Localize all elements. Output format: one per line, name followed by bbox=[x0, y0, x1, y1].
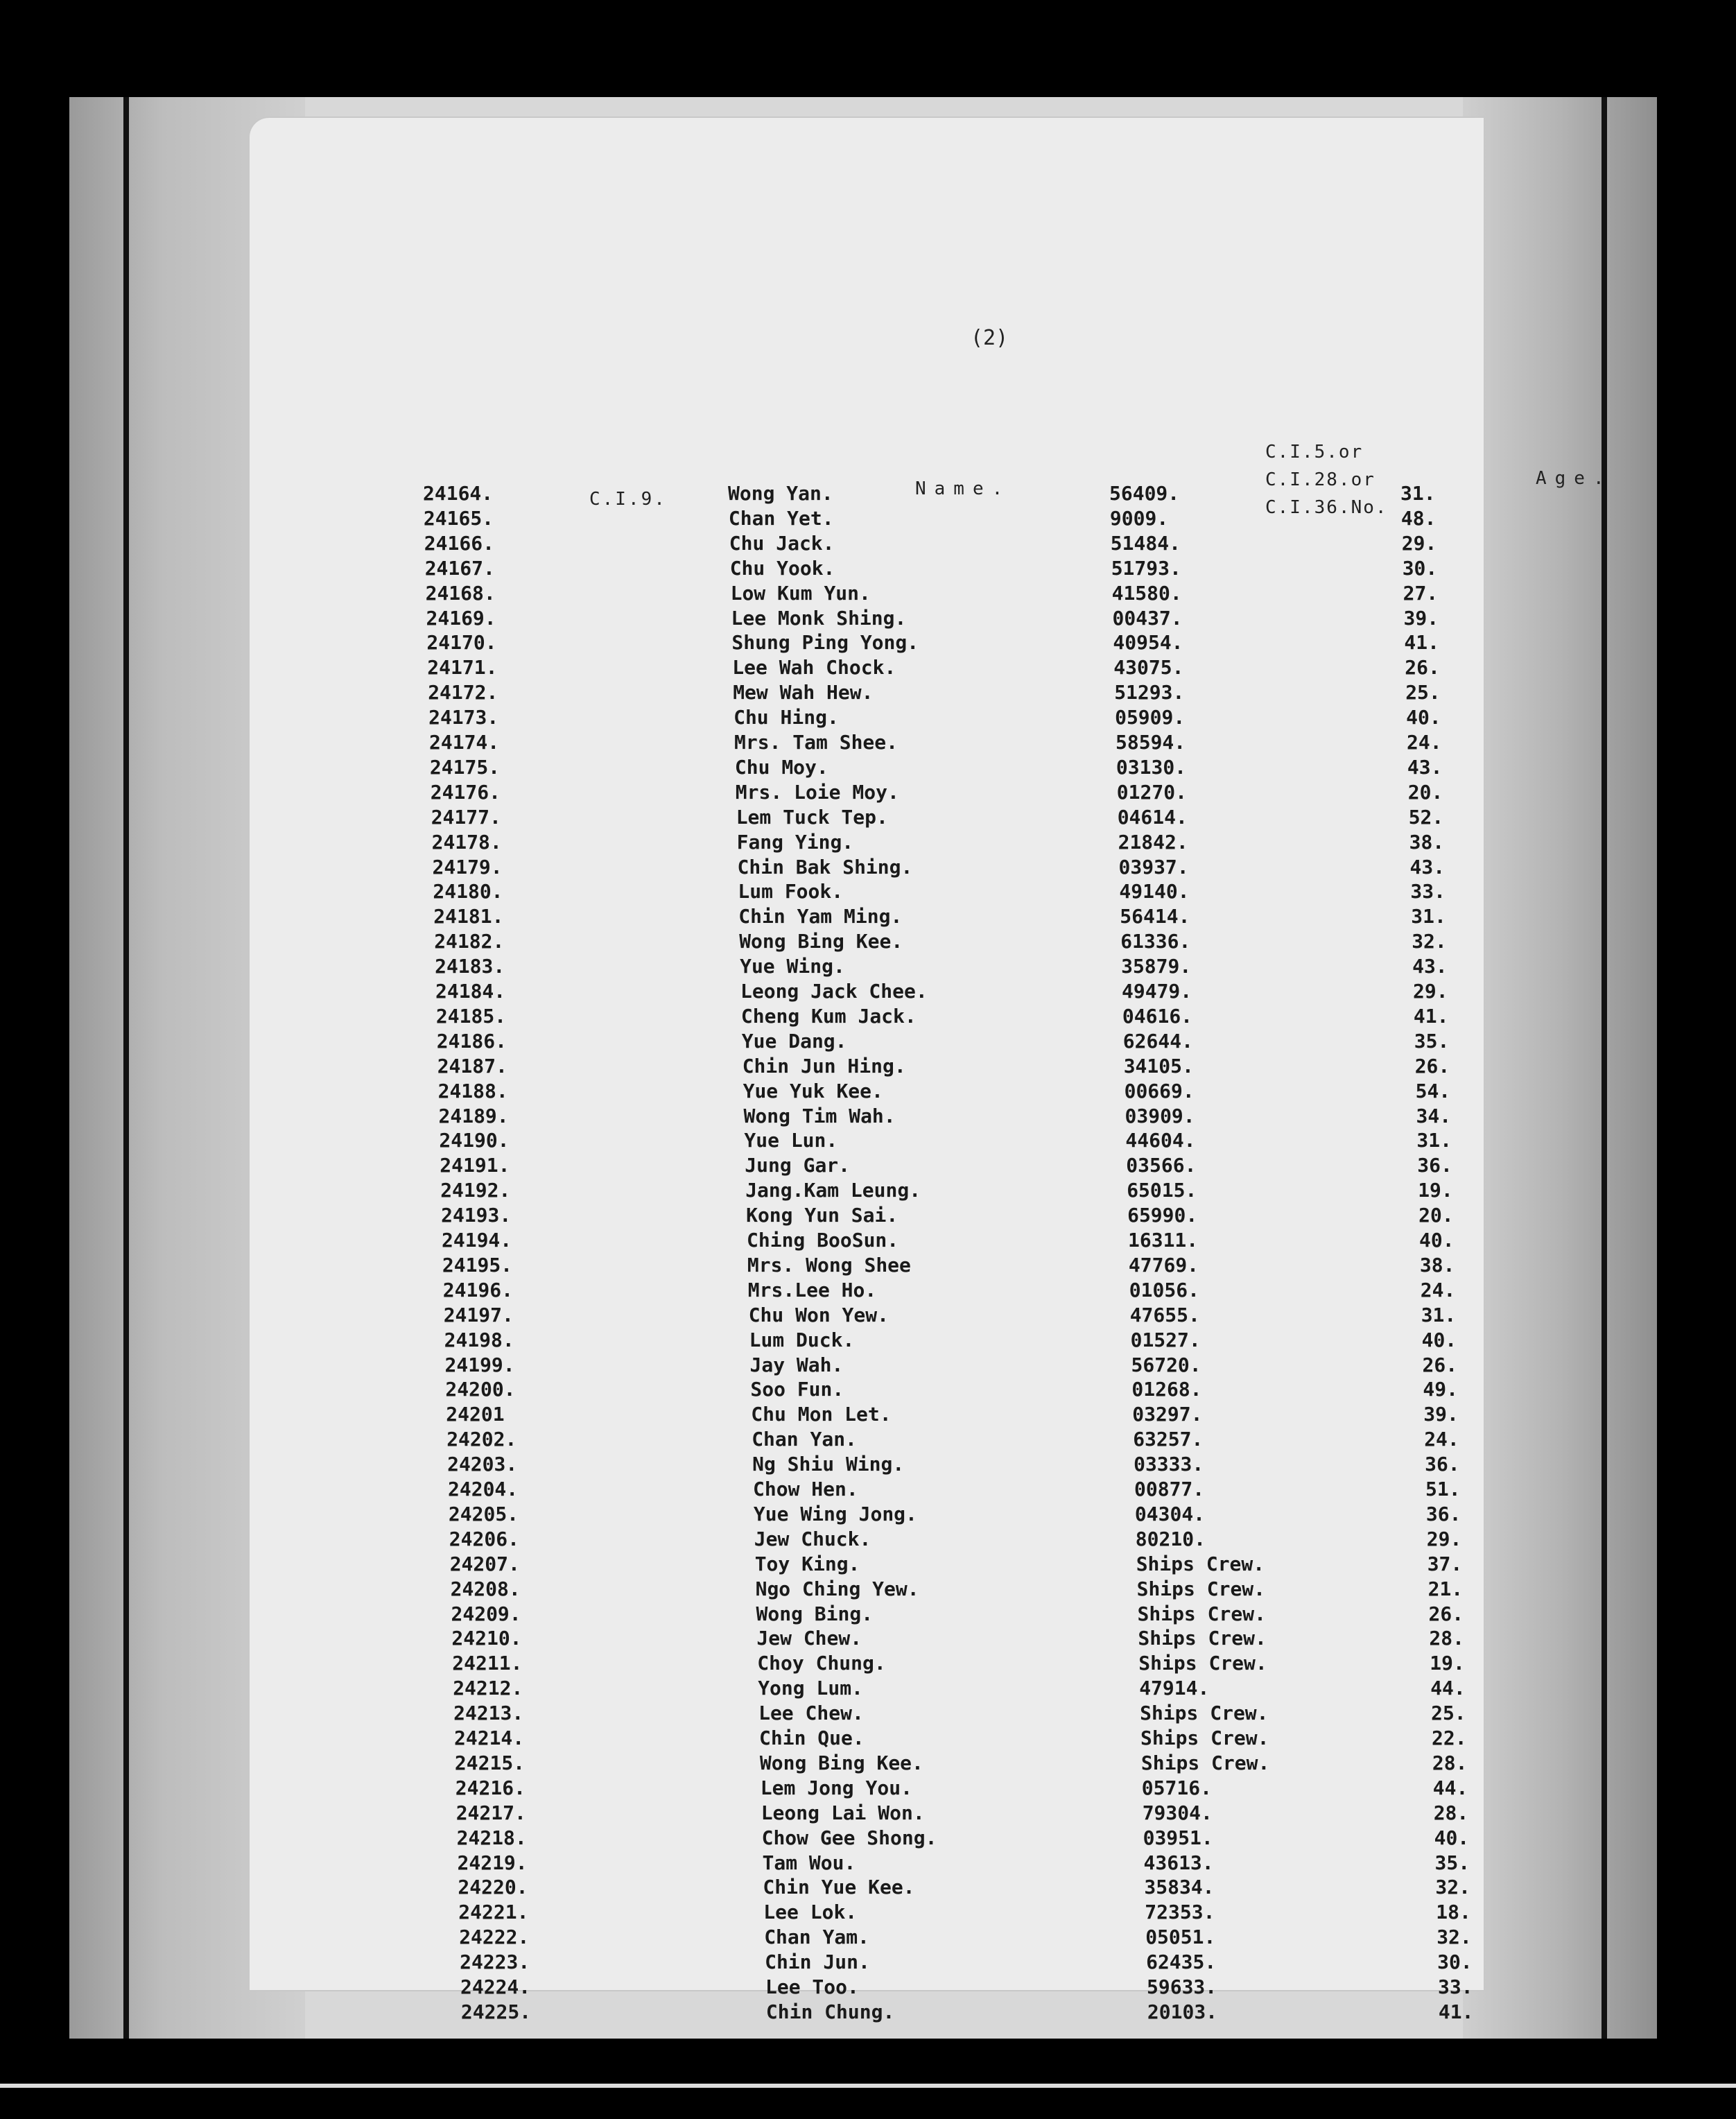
ci-number-cell: 03333. bbox=[1134, 1453, 1204, 1476]
cl9-cell: 24183. bbox=[435, 955, 505, 978]
ci-number-cell: 61336. bbox=[1120, 930, 1191, 953]
name-cell: Choy Chung. bbox=[757, 1652, 886, 1675]
cl9-cell: 24222. bbox=[459, 1926, 530, 1949]
name-cell: Chu Won Yew. bbox=[748, 1303, 889, 1326]
name-cell: Lem Tuck Tep. bbox=[736, 805, 888, 829]
name-cell: Jew Chuck. bbox=[754, 1527, 871, 1550]
cl9-cell: 24214. bbox=[454, 1727, 525, 1749]
name-cell: Toy King. bbox=[754, 1552, 860, 1575]
cl9-cell: 24211. bbox=[452, 1652, 523, 1675]
ci-number-cell: 03566. bbox=[1126, 1154, 1197, 1177]
ci-number-cell: 20103. bbox=[1147, 2000, 1218, 2023]
name-cell: Chin Yam Ming. bbox=[738, 905, 903, 928]
age-cell: 33. bbox=[1410, 880, 1446, 903]
age-cell: 40. bbox=[1406, 706, 1441, 729]
ci-number-cell: Ships Crew. bbox=[1138, 1627, 1267, 1650]
header-ci-line3: C.I.36.No. bbox=[1265, 497, 1388, 518]
name-cell: Chu Moy. bbox=[734, 755, 828, 779]
ci-number-cell: 47655. bbox=[1129, 1303, 1200, 1326]
binder-line-right bbox=[1602, 97, 1607, 2039]
age-cell: 36. bbox=[1425, 1502, 1461, 1525]
cl9-cell: 24203. bbox=[447, 1453, 518, 1476]
ci-number-cell: 00669. bbox=[1124, 1079, 1195, 1102]
cl9-cell: 24167. bbox=[424, 556, 495, 580]
name-cell: Jew Chew. bbox=[756, 1627, 862, 1650]
name-cell: Yue Dang. bbox=[741, 1029, 847, 1053]
ci-number-cell: 03909. bbox=[1125, 1104, 1195, 1127]
name-cell: Wong Bing. bbox=[756, 1602, 874, 1625]
cl9-cell: 24215. bbox=[454, 1751, 526, 1774]
age-cell: 40. bbox=[1434, 1826, 1470, 1849]
name-cell: Wong Bing Kee. bbox=[759, 1751, 923, 1774]
name-cell: Chu Mon Let. bbox=[751, 1403, 892, 1426]
ci-number-cell: 49140. bbox=[1119, 880, 1190, 903]
ci-number-cell: 01268. bbox=[1131, 1378, 1202, 1401]
ci-number-cell: 03297. bbox=[1132, 1403, 1203, 1426]
ci-number-cell: Ships Crew. bbox=[1140, 1727, 1269, 1749]
age-cell: 20. bbox=[1418, 1204, 1454, 1227]
name-cell: Wong Yan. bbox=[728, 482, 833, 505]
ci-number-cell: 34105. bbox=[1123, 1054, 1194, 1078]
cl9-cell: 24205. bbox=[448, 1502, 519, 1525]
header-ci-number bbox=[1265, 438, 1388, 521]
cl9-cell: 24217. bbox=[455, 1801, 526, 1824]
ci-number-cell: 00877. bbox=[1134, 1478, 1205, 1500]
ci-number-cell: Ships Crew. bbox=[1137, 1602, 1266, 1625]
age-cell: 31. bbox=[1411, 905, 1446, 928]
cl9-cell: 24180. bbox=[433, 880, 503, 903]
cl9-cell: 24179. bbox=[432, 855, 503, 879]
ci-number-cell: 58594. bbox=[1116, 731, 1186, 754]
ci-number-cell: 62435. bbox=[1146, 1951, 1217, 1974]
cl9-cell: 24197. bbox=[443, 1303, 514, 1326]
name-cell: Ching BooSun. bbox=[747, 1229, 899, 1252]
ci-number-cell: 41580. bbox=[1111, 581, 1182, 605]
binder-line-left bbox=[123, 97, 129, 2039]
age-cell: 32. bbox=[1436, 1926, 1472, 1949]
ci-number-cell: 21842. bbox=[1118, 830, 1188, 854]
name-cell: Chin Bak Shing. bbox=[737, 855, 913, 879]
cl9-cell: 24188. bbox=[437, 1079, 508, 1102]
name-cell: Lee Monk Shing. bbox=[731, 606, 907, 630]
name-cell: Lum Duck. bbox=[749, 1328, 855, 1351]
age-cell: 26. bbox=[1428, 1602, 1464, 1625]
age-cell: 41. bbox=[1438, 2000, 1474, 2023]
name-cell: Chan Yet. bbox=[728, 506, 834, 530]
name-cell: Jay Wah. bbox=[749, 1353, 844, 1376]
cl9-cell: 24220. bbox=[458, 1876, 528, 1899]
cl9-cell: 24199. bbox=[444, 1353, 515, 1376]
ci-number-cell: 03937. bbox=[1118, 855, 1189, 879]
ci-number-cell: 79304. bbox=[1142, 1801, 1213, 1824]
cl9-cell: 24171. bbox=[427, 656, 498, 680]
cl9-cell: 24200. bbox=[445, 1378, 516, 1401]
ci-number-cell: 00437. bbox=[1112, 606, 1183, 630]
cl9-cell: 24218. bbox=[456, 1826, 527, 1849]
name-cell: Chan Yan. bbox=[752, 1428, 857, 1451]
name-cell: Lee Chew. bbox=[758, 1702, 864, 1725]
cl9-cell: 24224. bbox=[460, 1975, 531, 1998]
name-cell: Cheng Kum Jack. bbox=[740, 1004, 917, 1028]
ci-number-cell: 40954. bbox=[1113, 631, 1183, 655]
name-cell: Tam Wou. bbox=[762, 1851, 856, 1874]
age-cell: 29. bbox=[1413, 980, 1448, 1003]
age-cell: 52. bbox=[1408, 805, 1444, 829]
ci-number-cell: 01056. bbox=[1129, 1278, 1199, 1301]
name-cell: Lem Jong You. bbox=[760, 1776, 912, 1799]
age-cell: 18. bbox=[1436, 1901, 1471, 1924]
age-cell: 41. bbox=[1404, 631, 1439, 655]
cl9-cell: 24173. bbox=[428, 706, 499, 729]
cl9-cell: 24181. bbox=[433, 905, 504, 928]
cl9-cell: 24213. bbox=[453, 1702, 524, 1725]
ci-number-cell: 16311. bbox=[1128, 1229, 1199, 1252]
name-cell: Yong Lum. bbox=[758, 1677, 863, 1700]
name-cell: Chow Gee Shong. bbox=[761, 1826, 937, 1849]
ci-number-cell: 03130. bbox=[1116, 755, 1187, 779]
cl9-cell: 24216. bbox=[455, 1776, 526, 1799]
name-cell: Chin Chung. bbox=[765, 2000, 895, 2023]
age-cell: 44. bbox=[1430, 1677, 1466, 1700]
cl9-cell: 24209. bbox=[451, 1602, 521, 1625]
cl9-cell: 24204. bbox=[448, 1478, 519, 1500]
cl9-cell: 24201 bbox=[446, 1403, 505, 1426]
cl9-cell: 24195. bbox=[442, 1253, 513, 1277]
name-cell: Soo Fun. bbox=[750, 1378, 844, 1401]
header-ci-line1: C.I.5.or bbox=[1265, 442, 1364, 462]
name-cell: Chu Yook. bbox=[729, 556, 835, 580]
ci-number-cell: 49479. bbox=[1122, 980, 1192, 1003]
name-cell: Chow Hen. bbox=[753, 1478, 858, 1500]
age-cell: 43. bbox=[1409, 855, 1446, 879]
age-cell: 44. bbox=[1432, 1776, 1468, 1799]
cl9-cell: 24184. bbox=[435, 980, 506, 1003]
ci-number-cell: 43613. bbox=[1143, 1851, 1214, 1874]
age-cell: 38. bbox=[1419, 1253, 1455, 1277]
cl9-cell: 24221. bbox=[458, 1901, 529, 1924]
age-cell: 38. bbox=[1409, 830, 1445, 854]
age-cell: 28. bbox=[1429, 1627, 1464, 1650]
cl9-cell: 24196. bbox=[442, 1278, 513, 1301]
age-cell: 24. bbox=[1424, 1428, 1459, 1451]
ci-number-cell: 59633. bbox=[1147, 1975, 1217, 1998]
header-ci-line2: C.I.28.or bbox=[1265, 469, 1375, 490]
ci-number-cell: Ships Crew. bbox=[1136, 1577, 1266, 1600]
age-cell: 48. bbox=[1400, 506, 1436, 530]
ci-number-cell: 56409. bbox=[1109, 482, 1180, 505]
age-cell: 19. bbox=[1418, 1179, 1453, 1202]
ci-number-cell: Ships Crew. bbox=[1136, 1552, 1265, 1575]
cl9-cell: 24170. bbox=[426, 631, 497, 655]
cl9-cell: 24166. bbox=[424, 531, 494, 555]
name-cell: Jung Gar. bbox=[745, 1154, 851, 1177]
age-cell: 31. bbox=[1421, 1303, 1457, 1326]
ci-number-cell: 63257. bbox=[1133, 1428, 1204, 1451]
cl9-cell: 24207. bbox=[449, 1552, 520, 1575]
age-cell: 21. bbox=[1427, 1577, 1464, 1600]
age-cell: 25. bbox=[1405, 681, 1441, 704]
age-cell: 29. bbox=[1401, 531, 1437, 555]
name-cell: Wong Bing Kee. bbox=[739, 930, 903, 953]
cl9-cell: 24223. bbox=[460, 1951, 530, 1974]
cl9-cell: 24206. bbox=[449, 1527, 519, 1550]
age-cell: 32. bbox=[1412, 930, 1447, 953]
film-edge bbox=[0, 2084, 1736, 2088]
ci-number-cell: 72353. bbox=[1145, 1901, 1215, 1924]
ci-number-cell: 51793. bbox=[1111, 556, 1181, 580]
age-cell: 30. bbox=[1437, 1951, 1473, 1974]
cl9-cell: 24190. bbox=[439, 1129, 510, 1152]
ci-number-cell: 56720. bbox=[1131, 1353, 1201, 1376]
name-cell: Chin Yue Kee. bbox=[763, 1876, 915, 1899]
name-cell: Leong Lai Won. bbox=[761, 1801, 925, 1824]
cl9-cell: 24212. bbox=[453, 1677, 523, 1700]
age-cell: 35. bbox=[1434, 1851, 1470, 1874]
document-photo bbox=[69, 97, 1657, 2039]
name-cell: Lee Lok. bbox=[763, 1901, 858, 1924]
age-cell: 39. bbox=[1423, 1403, 1459, 1426]
ci-number-cell: 35879. bbox=[1121, 955, 1192, 978]
ci-number-cell: 65990. bbox=[1127, 1204, 1198, 1227]
age-cell: 28. bbox=[1432, 1751, 1468, 1774]
cl9-cell: 24174. bbox=[429, 731, 500, 754]
age-cell: 37. bbox=[1427, 1552, 1463, 1575]
age-cell: 27. bbox=[1403, 581, 1439, 605]
name-cell: Lum Fook. bbox=[738, 880, 844, 903]
name-cell: Chu Hing. bbox=[734, 706, 839, 729]
page-number: (2) bbox=[971, 326, 1009, 350]
name-cell: Low Kum Yun. bbox=[730, 581, 871, 605]
ci-number-cell: 03951. bbox=[1143, 1826, 1213, 1849]
ci-number-cell: 56414. bbox=[1120, 905, 1190, 928]
name-cell: Ngo Ching Yew. bbox=[755, 1577, 919, 1600]
age-cell: 26. bbox=[1414, 1054, 1450, 1078]
name-cell: Mrs. Wong Shee bbox=[747, 1253, 911, 1277]
name-cell: Chu Jack. bbox=[729, 531, 835, 555]
name-cell: Lee Too. bbox=[765, 1975, 859, 1998]
age-cell: 29. bbox=[1426, 1527, 1462, 1550]
ci-number-cell: 05051. bbox=[1145, 1926, 1216, 1949]
ci-number-cell: 01270. bbox=[1116, 780, 1187, 804]
age-cell: 41. bbox=[1413, 1004, 1449, 1028]
ci-number-cell: 9009. bbox=[1109, 506, 1169, 530]
ci-number-cell: 04304. bbox=[1134, 1502, 1206, 1525]
header-name: Name. bbox=[915, 478, 1012, 499]
ci-number-cell: 44604. bbox=[1125, 1129, 1196, 1152]
name-cell: Chin Que. bbox=[759, 1727, 865, 1749]
ci-number-cell: 47914. bbox=[1139, 1677, 1210, 1700]
cl9-cell: 24169. bbox=[426, 606, 496, 630]
name-cell: Leong Jack Chee. bbox=[740, 980, 928, 1003]
cl9-cell: 24177. bbox=[431, 805, 501, 829]
age-cell: 22. bbox=[1432, 1727, 1467, 1749]
ci-number-cell: Ships Crew. bbox=[1140, 1751, 1270, 1774]
age-cell: 40. bbox=[1421, 1328, 1457, 1351]
name-cell: Mrs. Loie Moy. bbox=[735, 780, 899, 804]
ci-number-cell: Ships Crew. bbox=[1140, 1702, 1269, 1725]
name-cell: Ng Shiu Wing. bbox=[752, 1453, 905, 1476]
ci-number-cell: Ships Crew. bbox=[1138, 1652, 1267, 1675]
age-cell: 25. bbox=[1431, 1702, 1466, 1725]
cl9-cell: 24194. bbox=[442, 1229, 512, 1252]
age-cell: 40. bbox=[1419, 1229, 1455, 1252]
ci-number-cell: 05716. bbox=[1141, 1776, 1212, 1799]
age-cell: 20. bbox=[1407, 780, 1443, 804]
age-cell: 32. bbox=[1435, 1876, 1470, 1899]
name-cell: Shung Ping Yong. bbox=[731, 631, 919, 655]
age-cell: 24. bbox=[1420, 1278, 1456, 1301]
cl9-cell: 24191. bbox=[440, 1154, 510, 1177]
cl9-cell: 24178. bbox=[431, 830, 502, 854]
name-cell: Yue Lun. bbox=[744, 1129, 838, 1152]
age-cell: 43. bbox=[1407, 755, 1443, 779]
header-age: Age. bbox=[1536, 468, 1613, 489]
name-cell: Yue Wing Jong. bbox=[753, 1502, 917, 1525]
name-cell: Fang Ying. bbox=[736, 830, 854, 854]
cl9-cell: 24193. bbox=[441, 1204, 512, 1227]
age-cell: 54. bbox=[1415, 1079, 1451, 1102]
age-cell: 24. bbox=[1407, 731, 1442, 754]
ci-number-cell: 01527. bbox=[1130, 1328, 1201, 1351]
ci-number-cell: 62644. bbox=[1122, 1029, 1193, 1053]
cl9-cell: 24176. bbox=[430, 780, 501, 804]
name-cell: Mrs.Lee Ho. bbox=[747, 1278, 877, 1301]
ci-number-cell: 47769. bbox=[1128, 1253, 1199, 1277]
cl9-cell: 24165. bbox=[423, 506, 494, 530]
age-cell: 36. bbox=[1425, 1453, 1460, 1476]
age-cell: 31. bbox=[1416, 1129, 1452, 1152]
age-cell: 26. bbox=[1405, 656, 1440, 680]
cl9-cell: 24189. bbox=[438, 1104, 509, 1127]
age-cell: 51. bbox=[1425, 1478, 1461, 1500]
right-shadow bbox=[1463, 97, 1657, 2039]
cl9-cell: 24208. bbox=[450, 1577, 521, 1600]
cl9-cell: 24210. bbox=[451, 1627, 522, 1650]
cl9-cell: 24164. bbox=[423, 482, 494, 505]
cl9-cell: 24182. bbox=[434, 930, 505, 953]
age-cell: 43. bbox=[1412, 955, 1448, 978]
ci-number-cell: 80210. bbox=[1135, 1527, 1206, 1550]
age-cell: 35. bbox=[1414, 1029, 1450, 1053]
name-cell: Mrs. Tam Shee. bbox=[734, 731, 899, 754]
name-cell: Kong Yun Sai. bbox=[746, 1204, 899, 1227]
ci-number-cell: 43075. bbox=[1113, 656, 1184, 680]
cl9-cell: 24187. bbox=[437, 1054, 507, 1078]
name-cell: Mew Wah Hew. bbox=[733, 681, 874, 704]
cl9-cell: 24219. bbox=[457, 1851, 528, 1874]
name-cell: Lee Wah Chock. bbox=[732, 656, 896, 680]
cl9-cell: 24202. bbox=[446, 1428, 517, 1451]
header-cl9: C.I.9. bbox=[589, 489, 667, 510]
cl9-cell: 24186. bbox=[436, 1029, 507, 1053]
name-cell: Yue Yuk Kee. bbox=[743, 1079, 883, 1102]
cl9-cell: 24168. bbox=[425, 581, 496, 605]
age-cell: 49. bbox=[1423, 1378, 1458, 1401]
cl9-cell: 24225. bbox=[460, 2000, 532, 2023]
cl9-cell: 24175. bbox=[429, 755, 501, 779]
age-cell: 33. bbox=[1438, 1975, 1473, 1998]
cl9-cell: 24172. bbox=[428, 681, 498, 704]
ci-number-cell: 65015. bbox=[1127, 1179, 1197, 1202]
ci-number-cell: 51293. bbox=[1114, 681, 1185, 704]
name-cell: Chin Jun. bbox=[765, 1951, 870, 1974]
ci-number-cell: 04614. bbox=[1117, 805, 1188, 829]
name-cell: Chin Jun Hing. bbox=[742, 1054, 906, 1078]
age-cell: 19. bbox=[1430, 1652, 1465, 1675]
age-cell: 30. bbox=[1402, 556, 1438, 580]
ci-number-cell: 35834. bbox=[1144, 1876, 1215, 1899]
ledger-page bbox=[250, 118, 1613, 2023]
name-cell: Jang.Kam Leung. bbox=[745, 1179, 921, 1202]
age-cell: 28. bbox=[1433, 1801, 1469, 1824]
name-cell: Wong Tim Wah. bbox=[743, 1104, 896, 1127]
cl9-cell: 24192. bbox=[440, 1179, 511, 1202]
ci-number-cell: 05909. bbox=[1115, 706, 1186, 729]
name-cell: Yue Wing. bbox=[740, 955, 845, 978]
age-cell: 36. bbox=[1417, 1154, 1452, 1177]
cl9-cell: 24198. bbox=[444, 1328, 514, 1351]
age-cell: 26. bbox=[1422, 1353, 1458, 1376]
age-cell: 31. bbox=[1400, 482, 1436, 505]
age-cell: 34. bbox=[1416, 1104, 1452, 1127]
age-cell: 39. bbox=[1403, 606, 1439, 630]
name-cell: Chan Yam. bbox=[764, 1926, 869, 1949]
cl9-cell: 24185. bbox=[435, 1004, 507, 1028]
ci-number-cell: 04616. bbox=[1122, 1004, 1193, 1028]
ci-number-cell: 51484. bbox=[1110, 531, 1181, 555]
